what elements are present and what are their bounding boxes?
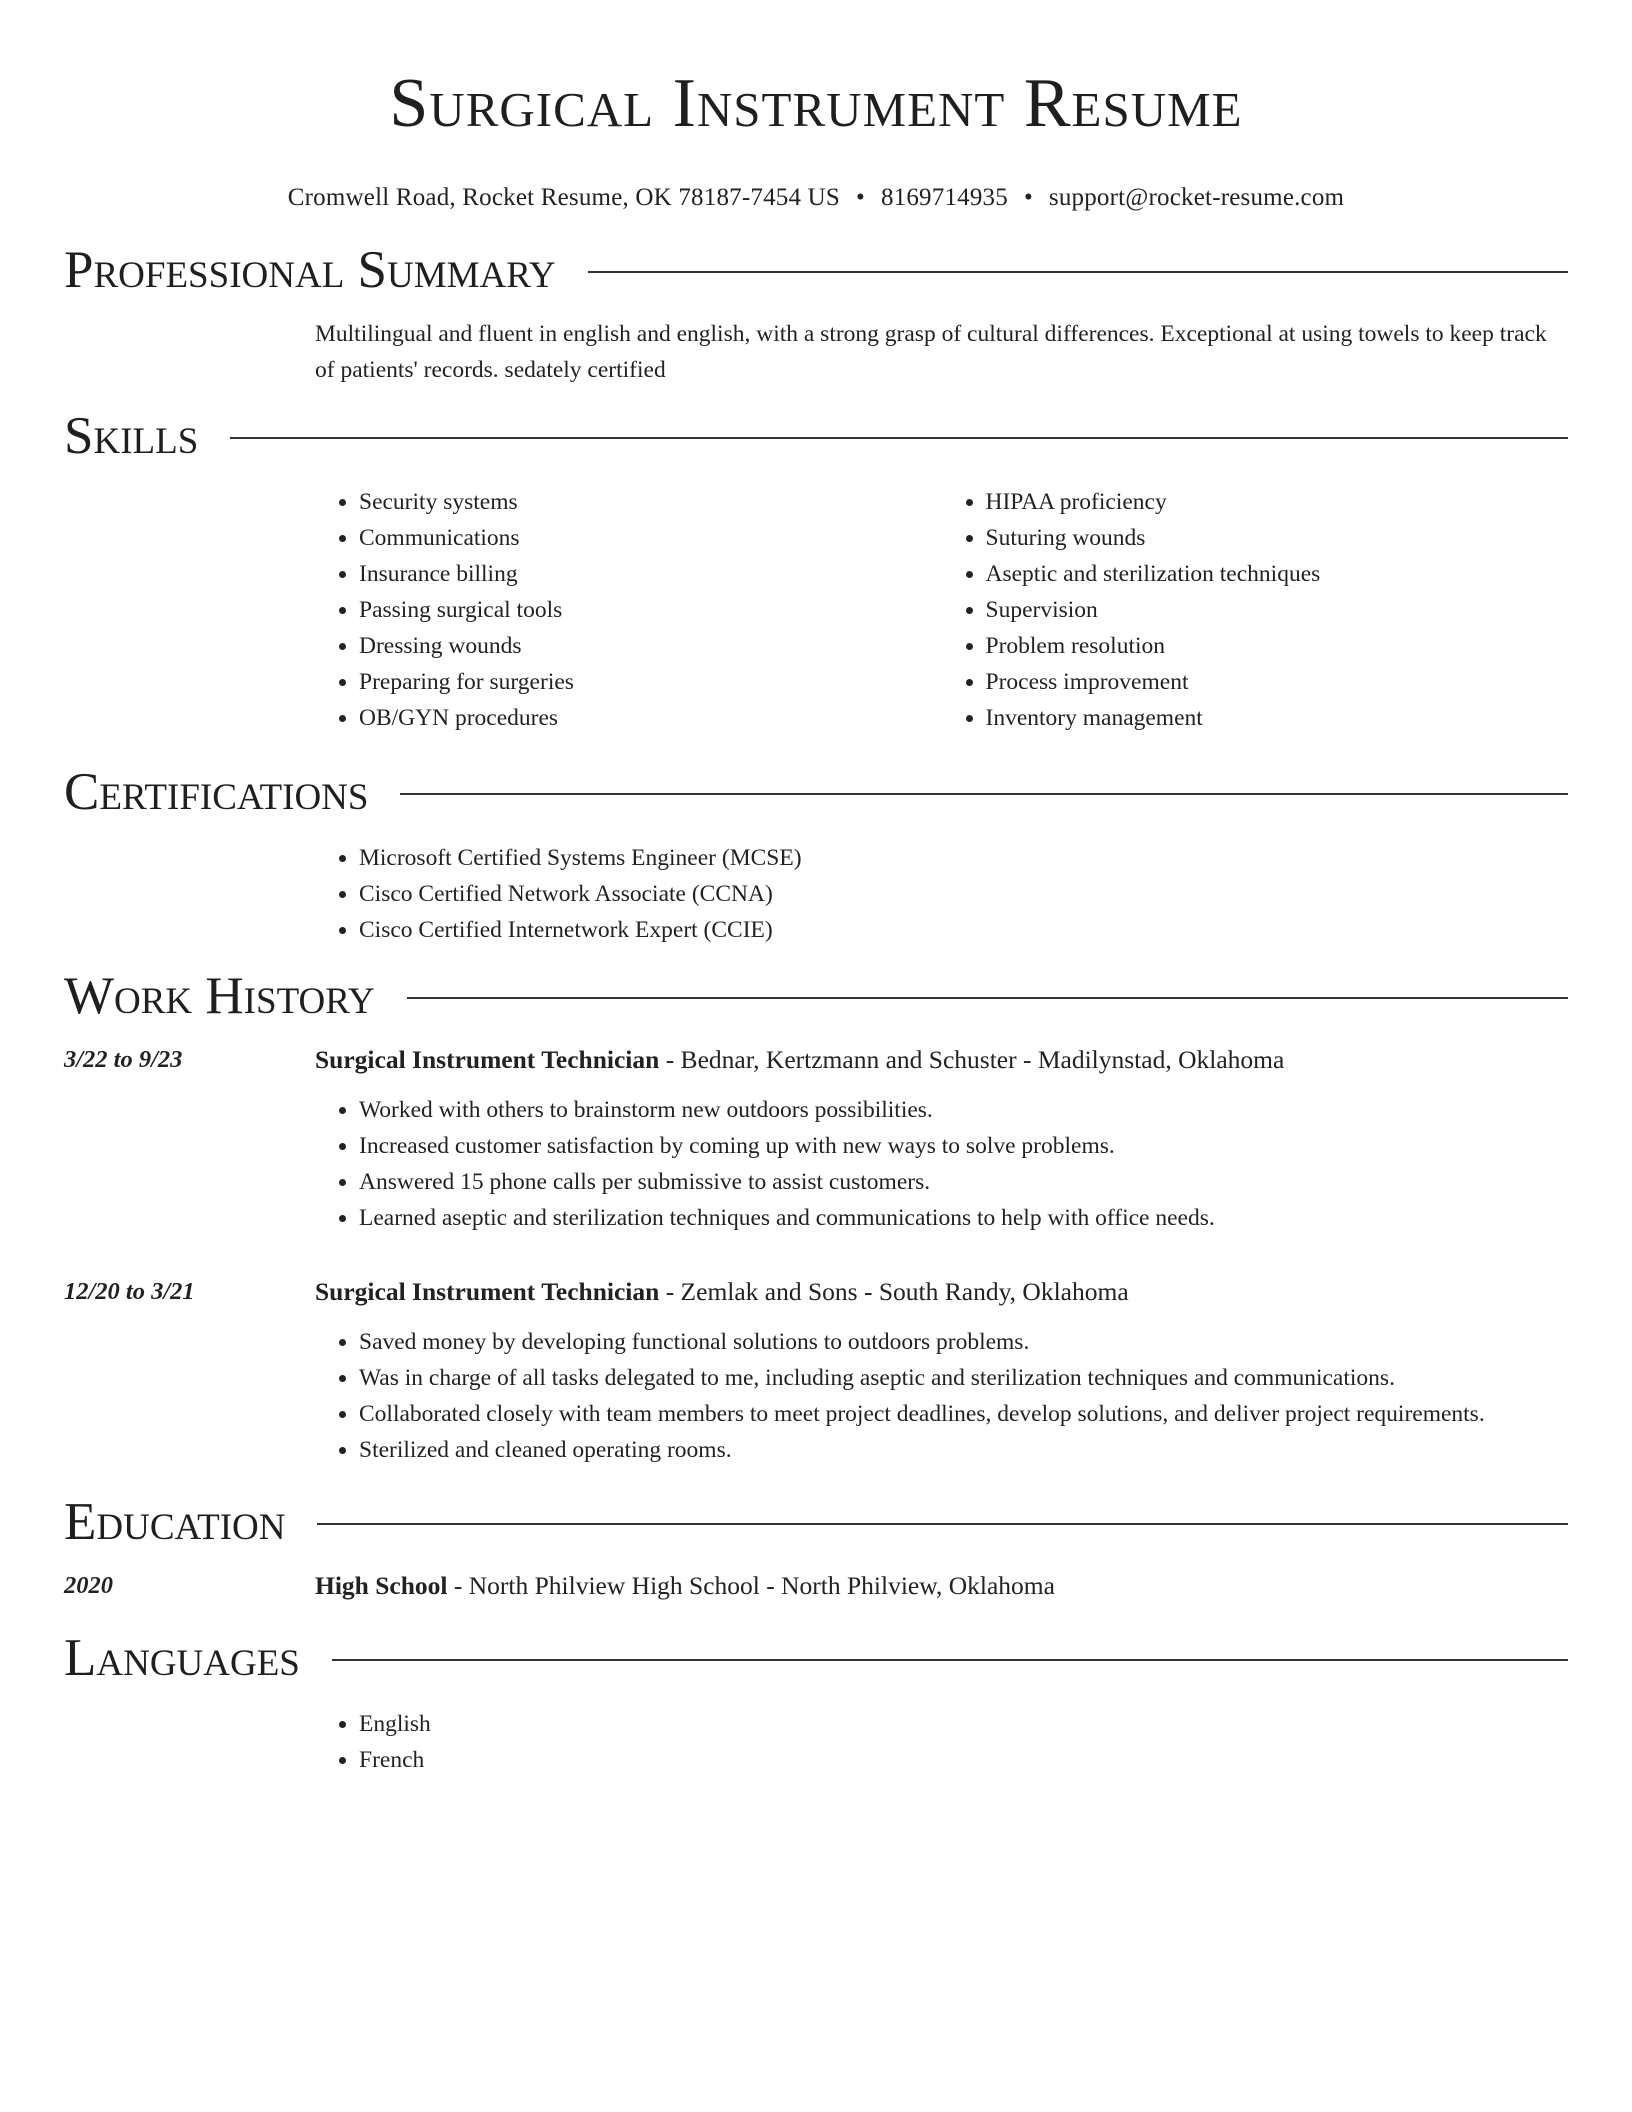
skill-item: • Preparing for surgeries (359, 664, 942, 700)
summary-section (64, 236, 1568, 388)
work-history-section (64, 962, 1568, 1468)
contact-address: Cromwell Road, Rocket Resume, OK 78187-7454 US (287, 184, 840, 211)
section-title: Languages (64, 1629, 300, 1687)
certifications-section (64, 758, 1568, 948)
job-bullet: • Increased customer satisfaction by coming up with new ways to solve problems. (359, 1128, 1568, 1164)
skills-heading (64, 402, 1568, 470)
languages-list (315, 1706, 1568, 1778)
job-role: Surgical Instrument Technician (315, 1045, 660, 1074)
contact-separator: • (856, 184, 865, 211)
education-year: 2020 (64, 1572, 113, 1599)
summary-heading (64, 236, 1568, 304)
job-entry (64, 1274, 1568, 1468)
education-heading-line (315, 1568, 1568, 1604)
section-title: Work History (64, 967, 375, 1025)
skills-list-right (942, 484, 1569, 736)
section-divider (588, 271, 1568, 273)
job-entry (64, 1042, 1568, 1236)
skill-item: • Suturing wounds (986, 520, 1569, 556)
section-divider (332, 1659, 1568, 1661)
section-divider (230, 437, 1568, 439)
job-bullets (315, 1092, 1568, 1236)
job-heading (315, 1042, 1568, 1078)
education-entry (64, 1568, 1568, 1604)
job-details: - Bednar, Kertzmann and Schuster - Madilynstad, Oklahoma (659, 1045, 1285, 1074)
skill-item: • Communications (359, 520, 942, 556)
work-history-heading (64, 962, 1568, 1030)
certifications-list (315, 840, 1568, 948)
job-dates: 3/22 to 9/23 (64, 1046, 183, 1073)
skills-list-left (315, 484, 942, 736)
certification-item: • Microsoft Certified Systems Engineer (MCSE) (359, 840, 1568, 876)
contact-line (64, 182, 1568, 214)
section-divider (400, 793, 1568, 795)
section-divider (407, 997, 1568, 999)
education-details: - North Philview High School - North Philview, Oklahoma (447, 1571, 1055, 1600)
job-details: - Zemlak and Sons - South Randy, Oklahoma (659, 1277, 1129, 1306)
education-degree: High School (315, 1571, 448, 1600)
skills-section (64, 402, 1568, 736)
skill-item: • Supervision (986, 592, 1569, 628)
certification-item: • Cisco Certified Network Associate (CCNA) (359, 876, 1568, 912)
skill-item: • OB/GYN procedures (359, 700, 942, 736)
job-bullet: • Worked with others to brainstorm new outdoors possibilities. (359, 1092, 1568, 1128)
job-dates: 12/20 to 3/21 (64, 1278, 195, 1305)
skill-item: • Problem resolution (986, 628, 1569, 664)
job-bullet: • Collaborated closely with team members to meet project deadlines, develop solutions, and deliver project requirements. (359, 1396, 1568, 1432)
skills-grid (315, 484, 1568, 736)
skill-item: • Dressing wounds (359, 628, 942, 664)
job-bullet: • Sterilized and cleaned operating rooms. (359, 1432, 1568, 1468)
skill-item: • Passing surgical tools (359, 592, 942, 628)
skill-item: • HIPAA proficiency (986, 484, 1569, 520)
job-bullet: • Answered 15 phone calls per submissive to assist customers. (359, 1164, 1568, 1200)
contact-email: support@rocket-resume.com (1048, 184, 1345, 211)
job-bullets (315, 1324, 1568, 1468)
resume-page (64, 0, 1568, 1778)
job-bullet: • Saved money by developing functional solutions to outdoors problems. (359, 1324, 1568, 1360)
languages-section (64, 1624, 1568, 1778)
skill-item: • Aseptic and sterilization techniques (986, 556, 1569, 592)
job-heading (315, 1274, 1568, 1310)
job-bullet: • Was in charge of all tasks delegated to me, including aseptic and sterilization techniques and communications. (359, 1360, 1568, 1396)
contact-separator: • (1023, 184, 1033, 211)
certifications-heading (64, 758, 1568, 826)
resume-title: Surgical Instrument Resume (389, 65, 1243, 142)
language-item: • French (359, 1742, 1568, 1778)
certification-item: • Cisco Certified Internetwork Expert (CCIE) (359, 912, 1568, 948)
education-section (64, 1488, 1568, 1604)
skill-item: • Process improvement (986, 664, 1569, 700)
languages-heading (64, 1624, 1568, 1692)
job-role: Surgical Instrument Technician (315, 1277, 660, 1306)
skill-item: • Inventory management (986, 700, 1569, 736)
section-title: Skills (64, 407, 199, 465)
education-body (315, 1568, 1568, 1604)
skill-item: • Security systems (359, 484, 942, 520)
language-item: • English (359, 1706, 1568, 1742)
job-body (315, 1042, 1568, 1236)
section-title: Professional Summary (64, 241, 556, 299)
skill-item: • Insurance billing (359, 556, 942, 592)
job-body (315, 1274, 1568, 1468)
job-bullet: • Learned aseptic and sterilization techniques and communications to help with office needs. (359, 1200, 1568, 1236)
summary-text: Multilingual and fluent in english and english, with a strong grasp of cultural differences. Exceptional at using towels to keep track of patients' records. sedately certified (315, 321, 1547, 383)
contact-phone: 8169714935 (880, 184, 1008, 211)
languages-content (315, 1706, 1568, 1778)
section-title: Education (64, 1493, 286, 1551)
section-title: Certifications (64, 763, 369, 821)
section-divider (317, 1523, 1568, 1525)
certifications-content (315, 840, 1568, 948)
education-heading (64, 1488, 1568, 1556)
